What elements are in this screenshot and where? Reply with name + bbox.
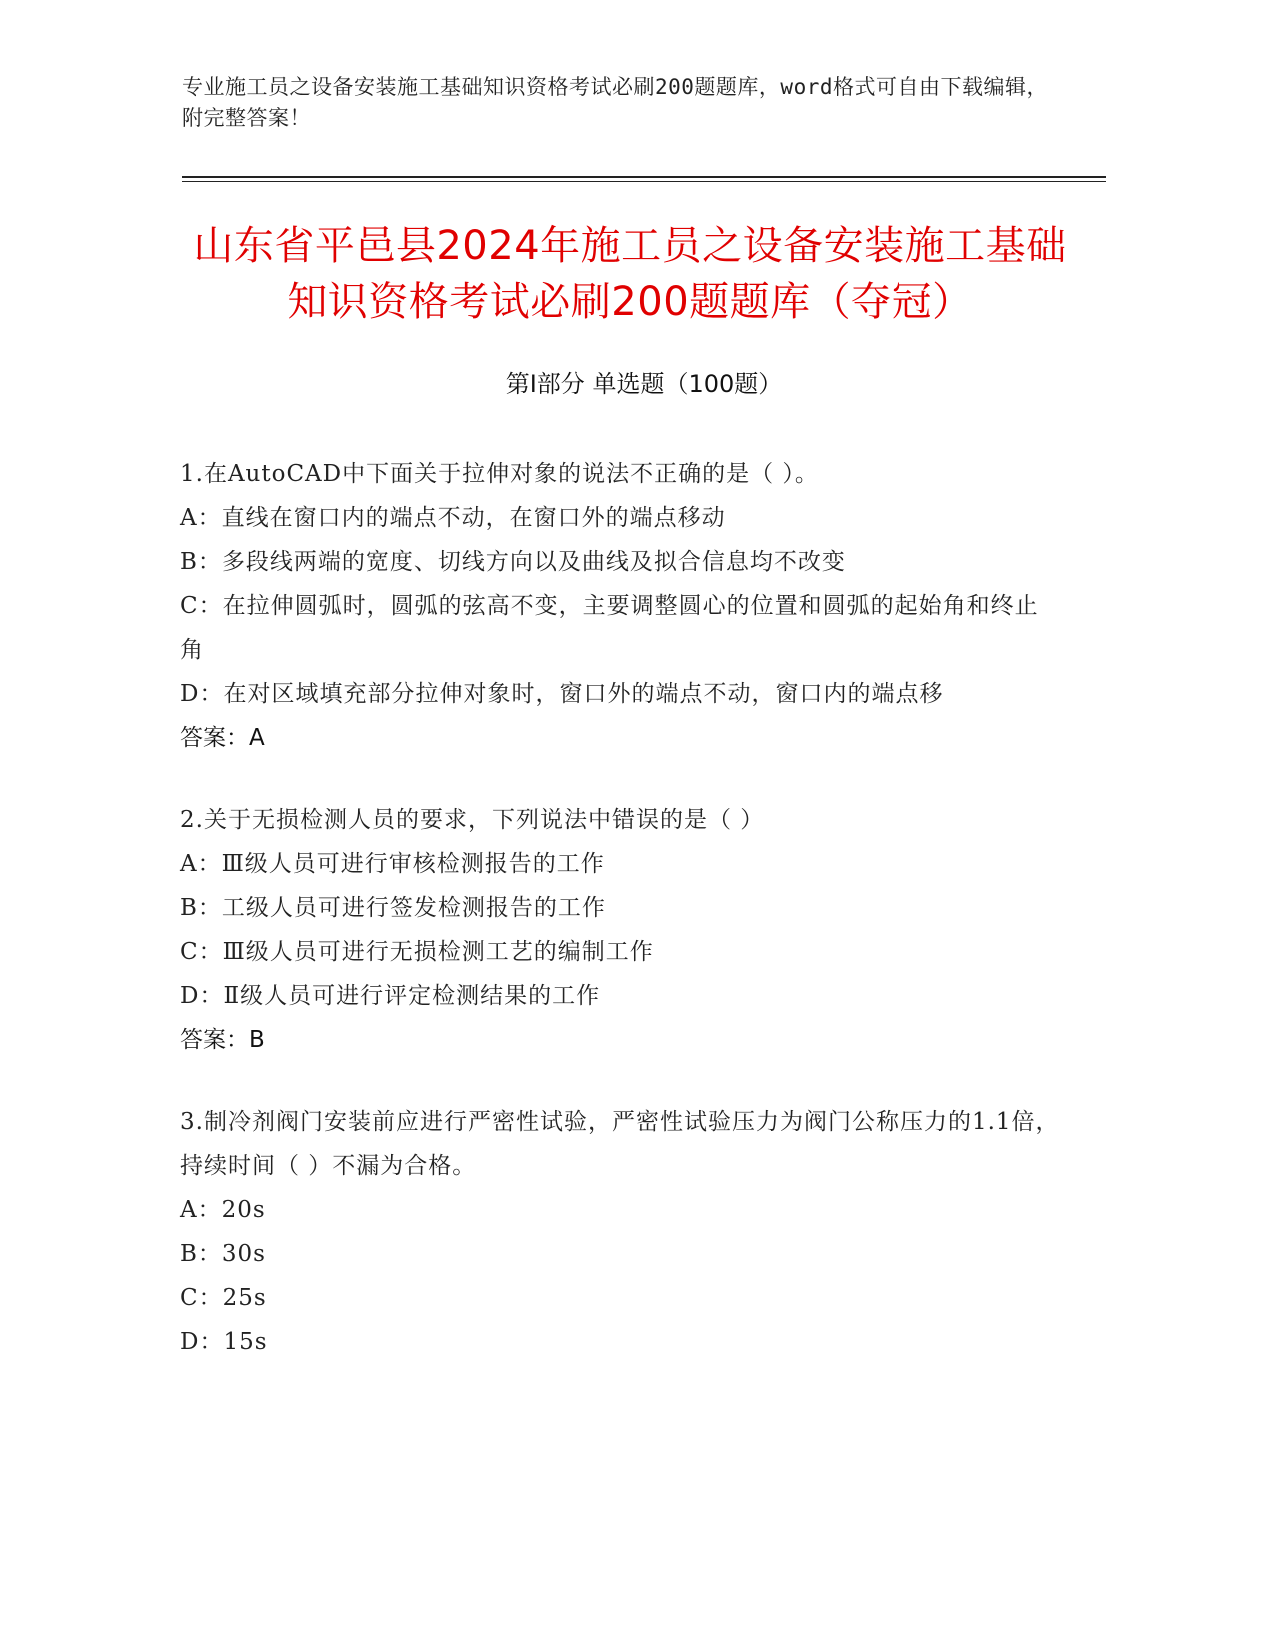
option-c: C：在拉伸圆弧时，圆弧的弦高不变，主要调整圆心的位置和圆弧的起始角和终止角 [180,593,1039,663]
header-divider-thin [182,181,1106,182]
option-c: C：25s [180,1285,267,1311]
section-heading: 第Ⅰ部分 单选题（100题） [505,370,783,398]
question-stem: 2.关于无损检测人员的要求，下列说法中错误的是（ ） [180,807,765,833]
question-stem: 3.制冷剂阀门安装前应进行严密性试验，严密性试验压力为阀门公称压力的1.1倍，持续时间（ ）不漏为合格。 [180,1109,1060,1179]
question-3 [180,1100,1060,1364]
document-title: 山东省平邑县2024年施工员之设备安装施工基础知识资格考试必刷200题题库（夺冠） [193,223,1067,325]
option-d: D：Ⅱ级人员可进行评定检测结果的工作 [180,983,601,1009]
question-list [180,452,1060,1402]
question-1 [180,452,1060,760]
header-divider-thick [182,176,1106,178]
option-b: B：多段线两端的宽度、切线方向以及曲线及拟合信息均不改变 [180,549,846,575]
option-a: A：直线在窗口内的端点不动，在窗口外的端点移动 [180,505,726,531]
option-c: C：Ⅲ级人员可进行无损检测工艺的编制工作 [180,939,654,965]
answer-line: 答案：A [180,725,265,751]
option-a: A：20s [180,1197,266,1223]
question-2 [180,798,1060,1062]
question-stem: 1.在AutoCAD中下面关于拉伸对象的说法不正确的是（ ）。 [180,461,819,487]
option-a: A：Ⅲ级人员可进行审核检测报告的工作 [180,851,605,877]
option-d: D：在对区域填充部分拉伸对象时，窗口外的端点不动，窗口内的端点移 [180,681,944,707]
header-note: 专业施工员之设备安装施工基础知识资格考试必刷200题题库，word格式可自由下载编辑，附完整答案！ [182,75,1048,130]
option-d: D：15s [180,1329,268,1355]
option-b: B：工级人员可进行签发检测报告的工作 [180,895,606,921]
option-b: B：30s [180,1241,266,1267]
answer-line: 答案：B [180,1027,265,1053]
